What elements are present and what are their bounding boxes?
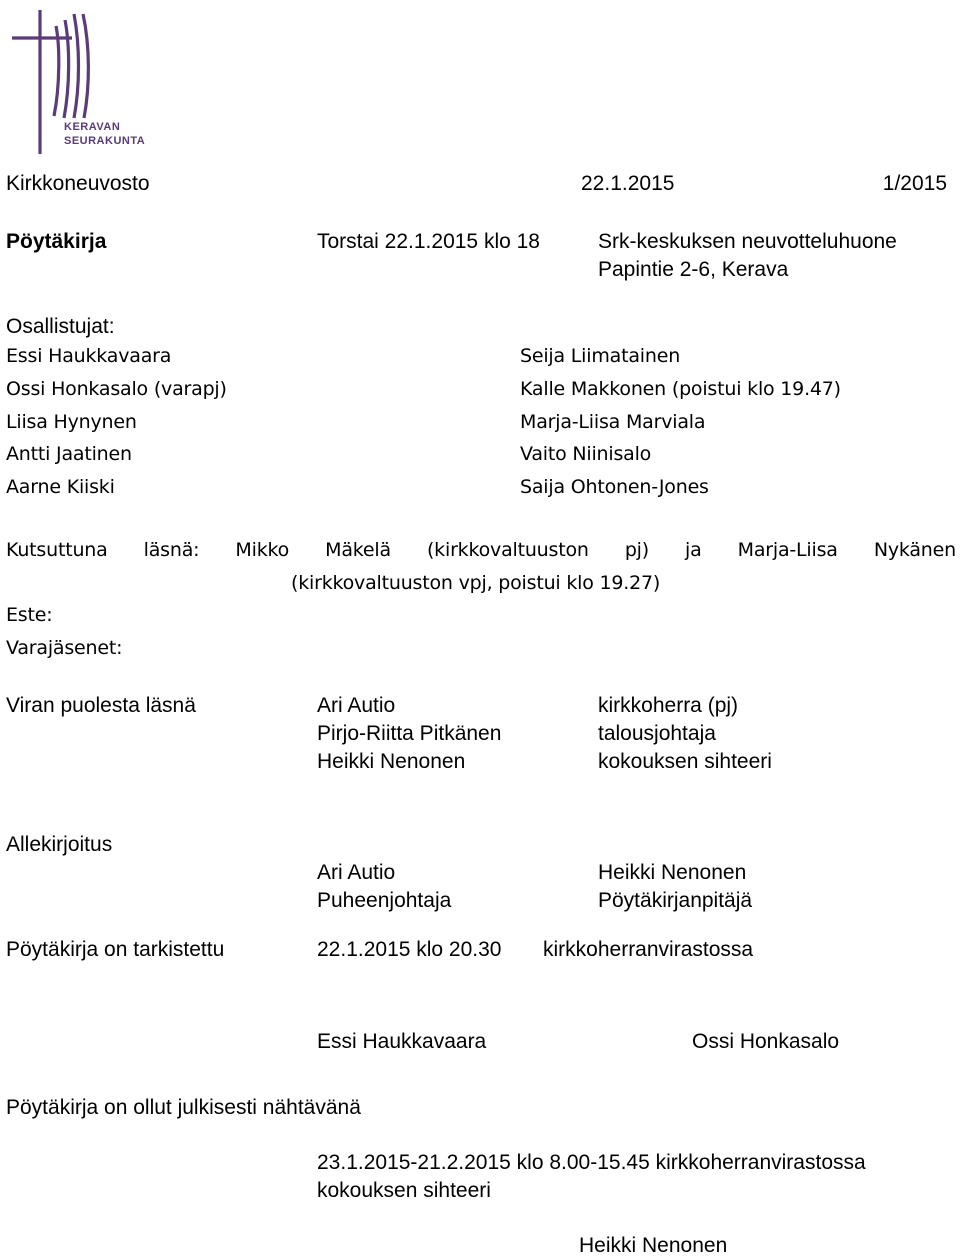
reviewer-name: Ossi Honkasalo xyxy=(692,1030,840,1053)
ex-officio-role: kokouksen sihteeri xyxy=(598,750,772,773)
logo-line-1: KERAVAN xyxy=(64,121,121,133)
invited-word: (kirkkovaltuuston xyxy=(426,539,589,561)
participants-label: Osallistujat: xyxy=(6,315,115,338)
invited-word: Nykänen xyxy=(873,539,956,561)
invited-word: Kutsuttuna xyxy=(6,539,108,561)
document-type: Pöytäkirja xyxy=(6,230,107,253)
secretary-title: Pöytäkirjanpitäjä xyxy=(598,889,753,912)
ex-officio-role: talousjohtaja xyxy=(598,722,716,745)
participant-left: Antti Jaatinen xyxy=(6,443,132,465)
participant-right: Seija Liimatainen xyxy=(520,345,681,367)
signature-label: Allekirjoitus xyxy=(6,833,113,856)
participant-right: Kalle Makkonen (poistui klo 19.47) xyxy=(520,378,841,400)
ex-officio-name: Heikki Nenonen xyxy=(317,750,466,773)
invited-word: ja xyxy=(685,539,702,561)
public-label: Pöytäkirja on ollut julkisesti nähtävänä xyxy=(6,1096,361,1119)
meeting-address: Papintie 2-6, Kerava xyxy=(598,258,789,281)
ex-officio-name: Ari Autio xyxy=(317,694,396,717)
review-place: kirkkoherranvirastossa xyxy=(543,938,754,961)
chair-name: Ari Autio xyxy=(317,861,396,884)
invited-word: Mikko xyxy=(235,539,290,561)
participant-left: Essi Haukkavaara xyxy=(6,345,172,367)
participant-right: Saija Ohtonen-Jones xyxy=(520,476,709,498)
cross-logo-icon xyxy=(8,6,148,156)
absent-label: Este: xyxy=(6,604,53,626)
minutes-number: 1/2015 xyxy=(882,172,947,195)
public-role: kokouksen sihteeri xyxy=(317,1179,491,1202)
reviewer-name: Essi Haukkavaara xyxy=(317,1030,487,1053)
invited-word: pj) xyxy=(624,539,649,561)
invited-line-2: (kirkkovaltuuston vpj, poistui klo 19.27) xyxy=(291,572,661,594)
participant-right: Marja-Liisa Marviala xyxy=(520,411,706,433)
public-name: Heikki Nenonen xyxy=(579,1234,728,1257)
invited-word: läsnä: xyxy=(143,539,200,561)
keravan-seurakunta-logo xyxy=(8,6,148,156)
invited-word: Marja-Liisa xyxy=(737,539,838,561)
public-period: 23.1.2015-21.2.2015 klo 8.00-15.45 kirkkoherranvirastossa xyxy=(317,1151,866,1174)
ex-officio-name: Pirjo-Riitta Pitkänen xyxy=(317,722,502,745)
meeting-time: Torstai 22.1.2015 klo 18 xyxy=(317,230,540,253)
review-date: 22.1.2015 klo 20.30 xyxy=(317,938,502,961)
invited-line xyxy=(6,539,956,561)
participant-left: Liisa Hynynen xyxy=(6,411,137,433)
invited-word: Mäkelä xyxy=(325,539,391,561)
logo-line-2: SEURAKUNTA xyxy=(64,135,146,147)
secretary-name: Heikki Nenonen xyxy=(598,861,747,884)
participant-right: Vaito Niinisalo xyxy=(520,443,652,465)
chair-title: Puheenjohtaja xyxy=(317,889,452,912)
meeting-place: Srk-keskuksen neuvotteluhuone xyxy=(598,230,897,253)
deputies-label: Varajäsenet: xyxy=(6,637,123,659)
participant-left: Ossi Honkasalo (varapj) xyxy=(6,378,227,400)
organ-name: Kirkkoneuvosto xyxy=(6,172,150,195)
ex-officio-role: kirkkoherra (pj) xyxy=(598,694,739,717)
ex-officio-label: Viran puolesta läsnä xyxy=(6,694,196,717)
header-date: 22.1.2015 xyxy=(581,172,675,195)
review-label: Pöytäkirja on tarkistettu xyxy=(6,938,225,961)
participant-left: Aarne Kiiski xyxy=(6,476,115,498)
